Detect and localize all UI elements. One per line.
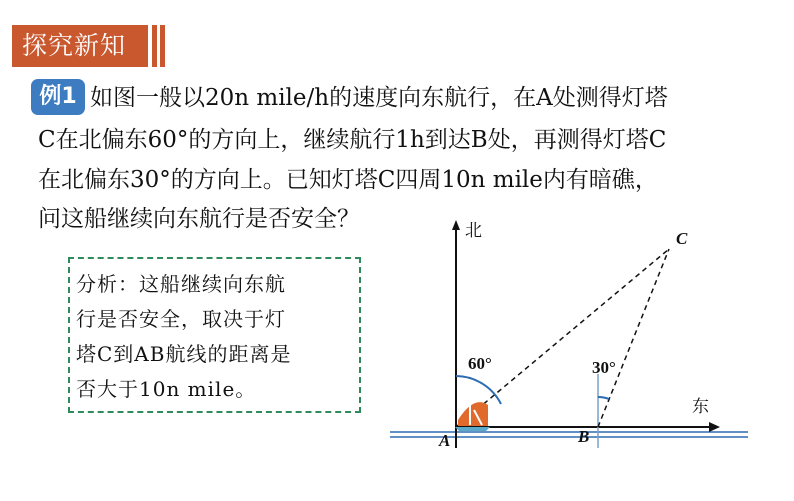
point-a-label: A [439, 431, 451, 450]
analysis-line-2: 行是否安全，取决于灯 [76, 307, 286, 331]
angle-arc-a [456, 376, 501, 404]
east-arrow-icon [709, 422, 720, 432]
example-badge: 例1 [31, 79, 85, 115]
north-label: 北 [465, 221, 482, 241]
line-bc [598, 249, 669, 427]
east-label: 东 [692, 397, 709, 417]
analysis-line-3: 塔C到AB航线的距离是 [76, 342, 292, 366]
problem-line-3: 在北偏东30°的方向上。已知灯塔C四周10n mile内有暗礁， [38, 167, 658, 193]
problem-line-1: 如图一般以20n mile/h的速度向东航行，在A处测得灯塔 [90, 85, 668, 111]
point-b-label: B [578, 427, 590, 446]
analysis-line-4: 否大于10n mile。 [76, 377, 257, 401]
line-ac [456, 249, 669, 427]
section-title: 探究新知 [22, 31, 127, 60]
angle-arc-b [598, 397, 609, 399]
angle-b-label: 30° [592, 358, 616, 377]
problem-line-2: C在北偏东60°的方向上，继续航行1h到达B处，再测得灯塔C [38, 127, 667, 153]
analysis-line-1: 分析：这船继续向东航 [76, 272, 286, 296]
point-c-label: C [676, 229, 688, 248]
problem-line-4: 问这船继续向东航行是否安全？ [38, 206, 360, 232]
north-arrow-icon [452, 220, 460, 230]
angle-a-label: 60° [468, 354, 492, 373]
